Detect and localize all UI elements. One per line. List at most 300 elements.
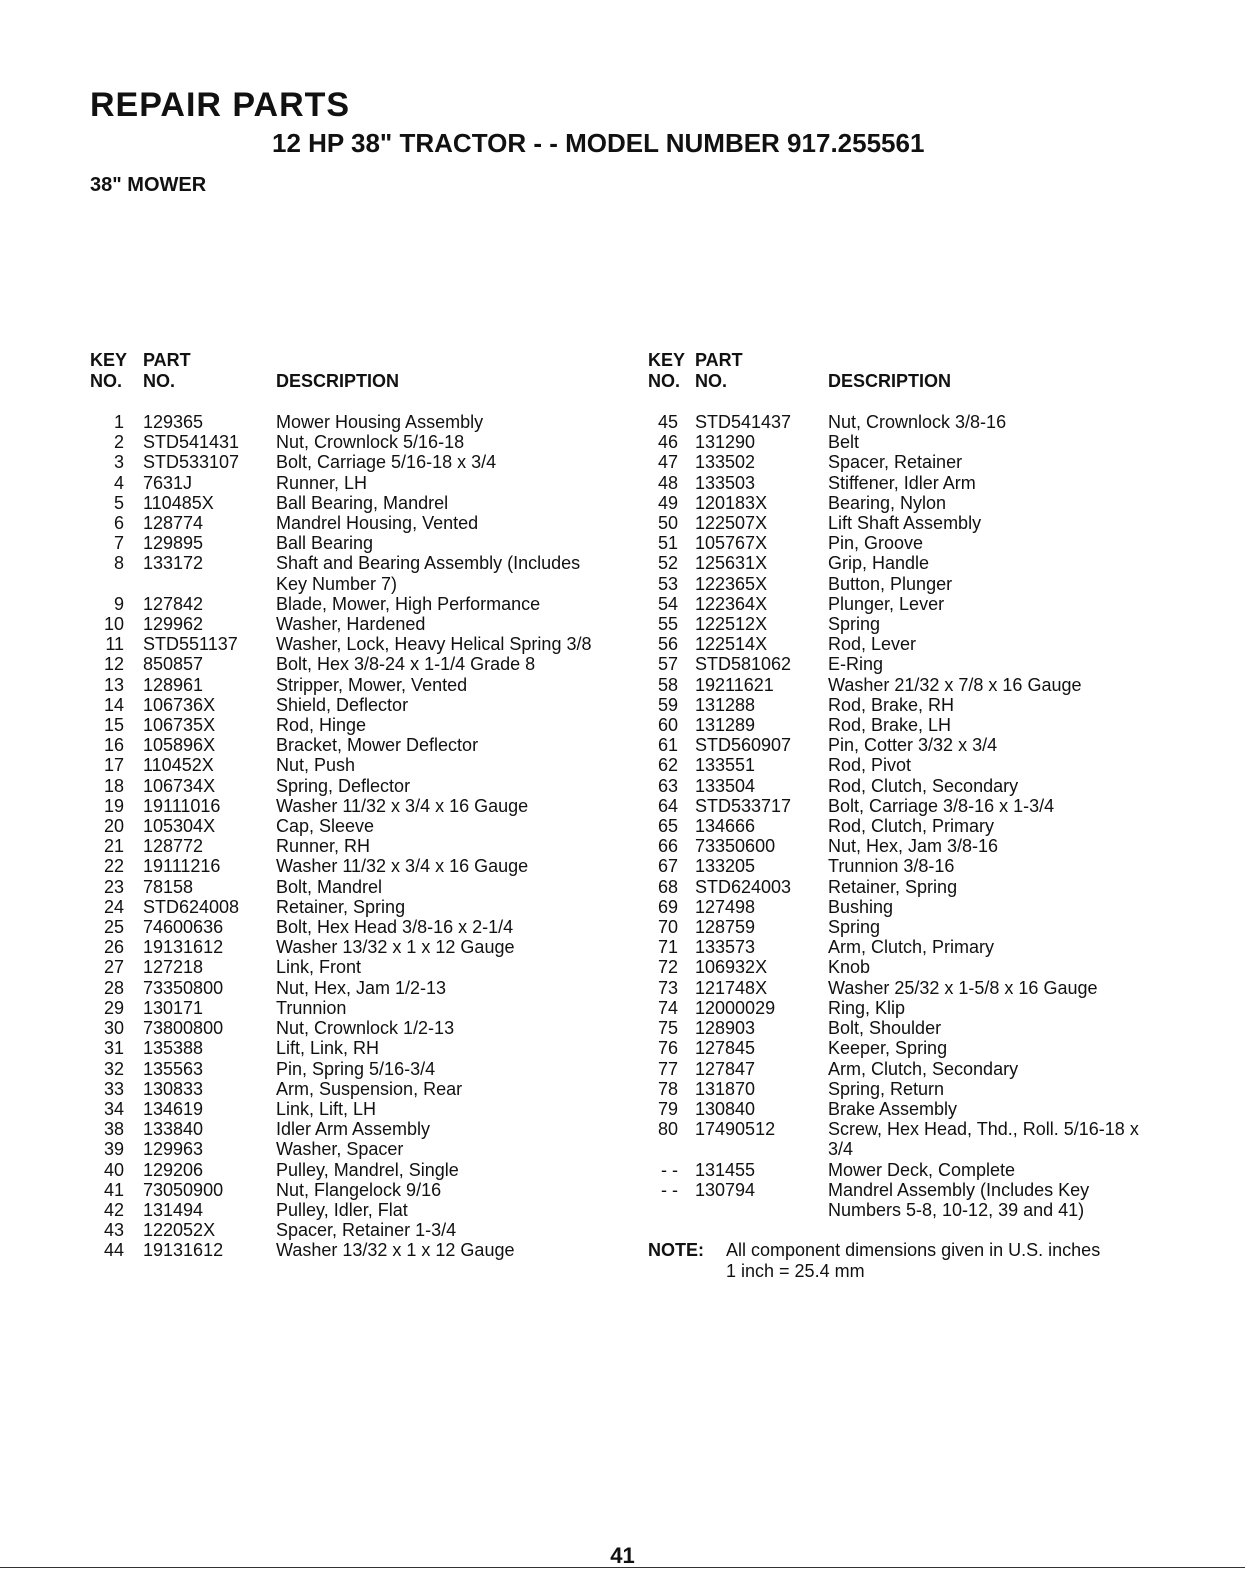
parts-row bbox=[90, 1200, 630, 1220]
part-number: 133502 bbox=[695, 452, 756, 473]
key-number: 44 bbox=[103, 1240, 124, 1261]
part-description: Screw, Hex Head, Thd., Roll. 5/16-18 x 3/4 bbox=[828, 1119, 1139, 1160]
part-number: 130171 bbox=[143, 997, 204, 1018]
part-description: Shaft and Bearing Assembly (Includes Key Number 7) bbox=[276, 553, 581, 594]
key-number: 55 bbox=[657, 614, 678, 635]
part-description: E-Ring bbox=[828, 654, 884, 675]
part-number: 129206 bbox=[143, 1159, 204, 1180]
part-description: Stripper, Mower, Vented bbox=[276, 674, 468, 695]
key-number: 45 bbox=[657, 412, 678, 432]
key-no-header-line2: NO. bbox=[90, 371, 123, 391]
part-number: 131870 bbox=[695, 1078, 756, 1099]
part-number: 7631J bbox=[143, 472, 193, 493]
part-description: Bolt, Shoulder bbox=[828, 1018, 942, 1039]
parts-row bbox=[90, 1079, 630, 1099]
part-description: Link, Front bbox=[276, 957, 362, 978]
part-description: Mower Deck, Complete bbox=[828, 1159, 1016, 1180]
part-description: Brake Assembly bbox=[828, 1098, 958, 1119]
part-number: 133551 bbox=[695, 755, 756, 776]
part-number: 19111216 bbox=[143, 856, 221, 877]
key-number: 75 bbox=[657, 1018, 678, 1039]
part-number: 135388 bbox=[143, 1038, 204, 1059]
parts-row bbox=[648, 978, 1148, 998]
key-number: 10 bbox=[103, 614, 124, 635]
parts-row bbox=[648, 533, 1148, 553]
parts-row bbox=[648, 473, 1148, 493]
column-header bbox=[648, 350, 1148, 394]
parts-row bbox=[648, 412, 1148, 432]
part-description: Bolt, Hex 3/8-24 x 1-1/4 Grade 8 bbox=[276, 654, 536, 675]
part-number: 133840 bbox=[143, 1119, 204, 1140]
part-number: 78158 bbox=[143, 876, 194, 897]
part-description: Rod, Brake, RH bbox=[828, 694, 955, 715]
part-description: Arm, Clutch, Primary bbox=[828, 937, 995, 958]
key-number: 38 bbox=[103, 1119, 124, 1140]
parts-row bbox=[648, 654, 1148, 674]
part-no-header-line2: NO. bbox=[143, 371, 176, 391]
part-description: Shield, Deflector bbox=[276, 694, 409, 715]
part-number: 128759 bbox=[695, 917, 756, 938]
parts-row bbox=[90, 1220, 630, 1240]
part-description: Arm, Clutch, Secondary bbox=[828, 1058, 1019, 1079]
parts-row bbox=[648, 755, 1148, 775]
key-number: 26 bbox=[103, 937, 124, 958]
part-number: 134666 bbox=[695, 816, 756, 837]
part-description: Lift Shaft Assembly bbox=[828, 513, 982, 534]
key-number: 34 bbox=[103, 1098, 124, 1119]
part-description: Runner, LH bbox=[276, 472, 368, 493]
parts-row bbox=[648, 836, 1148, 856]
key-number: - - bbox=[661, 1159, 678, 1180]
part-description: Washer, Hardened bbox=[276, 614, 426, 635]
part-number: STD533717 bbox=[695, 795, 792, 816]
parts-row bbox=[90, 1099, 630, 1119]
key-number: 1 bbox=[113, 412, 124, 432]
page-number: 41 bbox=[610, 1543, 635, 1568]
key-number: 54 bbox=[657, 593, 678, 614]
part-number: 130833 bbox=[143, 1078, 204, 1099]
key-number: 20 bbox=[103, 816, 124, 837]
part-number: STD533107 bbox=[143, 452, 240, 473]
key-no-header-line1: KEY bbox=[648, 350, 686, 370]
parts-row bbox=[90, 755, 630, 775]
part-number: 128903 bbox=[695, 1018, 756, 1039]
parts-row bbox=[90, 957, 630, 977]
key-number: 76 bbox=[657, 1038, 678, 1059]
key-number: 52 bbox=[657, 553, 678, 574]
parts-row bbox=[648, 1059, 1148, 1079]
part-number: 129962 bbox=[143, 614, 204, 635]
part-number: 73800800 bbox=[143, 1018, 224, 1039]
parts-row bbox=[648, 957, 1148, 977]
key-number: 78 bbox=[657, 1078, 678, 1099]
key-number: 14 bbox=[103, 694, 124, 715]
part-description: Ball Bearing bbox=[276, 533, 374, 554]
parts-row bbox=[90, 432, 630, 452]
key-number: 43 bbox=[103, 1220, 124, 1241]
key-number: 23 bbox=[103, 876, 124, 897]
parts-row bbox=[648, 998, 1148, 1018]
key-number: 7 bbox=[113, 533, 124, 554]
part-description: Washer 11/32 x 3/4 x 16 Gauge bbox=[276, 795, 529, 816]
part-number: 131455 bbox=[695, 1159, 756, 1180]
part-number: 74600636 bbox=[143, 917, 224, 938]
part-number: 128961 bbox=[143, 674, 204, 695]
part-number: 129365 bbox=[143, 412, 204, 432]
part-number: 129963 bbox=[143, 1139, 204, 1160]
part-description: Retainer, Spring bbox=[276, 896, 406, 917]
key-number: 29 bbox=[103, 997, 124, 1018]
parts-row bbox=[90, 1059, 630, 1079]
parts-row bbox=[90, 412, 630, 432]
parts-row bbox=[648, 432, 1148, 452]
parts-row bbox=[90, 1180, 630, 1200]
part-number: 19131612 bbox=[143, 937, 224, 958]
parts-row bbox=[90, 614, 630, 634]
part-number: 122365X bbox=[695, 573, 768, 594]
part-description: Rod, Clutch, Secondary bbox=[828, 775, 1019, 796]
key-number: 25 bbox=[103, 917, 124, 938]
key-number: 3 bbox=[113, 452, 124, 473]
parts-row bbox=[90, 937, 630, 957]
parts-list-left bbox=[90, 412, 630, 1261]
parts-row bbox=[648, 917, 1148, 937]
part-description: Ball Bearing, Mandrel bbox=[276, 492, 449, 513]
part-number: 122514X bbox=[695, 634, 768, 655]
part-description: Ring, Klip bbox=[828, 997, 906, 1018]
key-number: 65 bbox=[657, 816, 678, 837]
part-number: STD541437 bbox=[695, 412, 792, 432]
part-description: Mandrel Assembly (Includes Key Numbers 5-8, 10-12, 39 and 41) bbox=[828, 1179, 1090, 1220]
part-number: 106734X bbox=[143, 775, 216, 796]
parts-row bbox=[90, 776, 630, 796]
parts-row bbox=[90, 1139, 630, 1159]
part-number: 120183X bbox=[695, 492, 768, 513]
parts-row bbox=[648, 897, 1148, 917]
parts-row bbox=[648, 513, 1148, 533]
part-description: Keeper, Spring bbox=[828, 1038, 948, 1059]
part-description: Spring bbox=[828, 614, 881, 635]
part-number: STD624008 bbox=[143, 896, 240, 917]
part-number: 17490512 bbox=[695, 1119, 776, 1140]
part-description: Knob bbox=[828, 957, 871, 978]
part-description: Washer 13/32 x 1 x 12 Gauge bbox=[276, 1240, 515, 1261]
key-number: 8 bbox=[113, 553, 124, 574]
part-description: Mower Housing Assembly bbox=[276, 412, 484, 432]
part-description: Pin, Spring 5/16-3/4 bbox=[276, 1058, 436, 1079]
parts-row bbox=[648, 493, 1148, 513]
key-number: 48 bbox=[657, 472, 678, 493]
parts-row bbox=[90, 998, 630, 1018]
key-number: 9 bbox=[113, 593, 124, 614]
parts-row bbox=[90, 1240, 630, 1260]
key-number: 58 bbox=[657, 674, 678, 695]
part-description: Washer, Lock, Heavy Helical Spring 3/8 bbox=[276, 634, 592, 655]
part-number: 128772 bbox=[143, 836, 204, 857]
part-description: Cap, Sleeve bbox=[276, 816, 375, 837]
parts-row bbox=[90, 735, 630, 755]
key-number: 74 bbox=[657, 997, 678, 1018]
part-number: 105304X bbox=[143, 816, 216, 837]
key-no-header bbox=[648, 350, 685, 392]
key-number: 30 bbox=[103, 1018, 124, 1039]
parts-row bbox=[90, 1038, 630, 1058]
part-description: Lift, Link, RH bbox=[276, 1038, 380, 1059]
note-conversion: 1 inch = 25.4 mm bbox=[726, 1261, 865, 1282]
key-number: 61 bbox=[657, 735, 678, 756]
parts-row bbox=[648, 634, 1148, 654]
part-number: 127842 bbox=[143, 593, 204, 614]
part-description: Plunger, Lever bbox=[828, 593, 945, 614]
parts-row bbox=[90, 897, 630, 917]
part-no-header-line1: PART bbox=[695, 350, 743, 370]
part-description: Spacer, Retainer bbox=[828, 452, 963, 473]
key-number: 31 bbox=[103, 1038, 124, 1059]
part-number: 73050900 bbox=[143, 1179, 224, 1200]
key-number: 73 bbox=[657, 977, 678, 998]
key-number: 69 bbox=[657, 896, 678, 917]
part-number: 122364X bbox=[695, 593, 768, 614]
part-number: 12000029 bbox=[695, 997, 776, 1018]
dimensions-note bbox=[648, 1240, 1148, 1282]
key-number: 19 bbox=[103, 795, 124, 816]
key-number: 56 bbox=[657, 634, 678, 655]
key-number: 53 bbox=[657, 573, 678, 594]
parts-row bbox=[648, 856, 1148, 876]
part-number: 131290 bbox=[695, 432, 756, 453]
key-number: 39 bbox=[103, 1139, 124, 1160]
parts-row bbox=[90, 634, 630, 654]
part-description: Stiffener, Idler Arm bbox=[828, 472, 976, 493]
parts-row bbox=[648, 1018, 1148, 1038]
part-description: Spring, Deflector bbox=[276, 775, 411, 796]
key-number: 62 bbox=[657, 755, 678, 776]
part-number: 133504 bbox=[695, 775, 756, 796]
key-number: 51 bbox=[657, 533, 678, 554]
key-no-header-line1: KEY bbox=[90, 350, 128, 370]
parts-row bbox=[90, 533, 630, 553]
parts-row bbox=[648, 1099, 1148, 1119]
key-number: 33 bbox=[103, 1078, 124, 1099]
parts-row bbox=[90, 917, 630, 937]
part-description: Trunnion 3/8-16 bbox=[828, 856, 955, 877]
parts-row bbox=[90, 816, 630, 836]
key-number: 66 bbox=[657, 836, 678, 857]
parts-row bbox=[90, 675, 630, 695]
part-description: Nut, Crownlock 3/8-16 bbox=[828, 412, 1007, 432]
parts-row bbox=[648, 553, 1148, 573]
key-number: 70 bbox=[657, 917, 678, 938]
part-number: 125631X bbox=[695, 553, 768, 574]
parts-column-right bbox=[648, 350, 1148, 1282]
key-number: 49 bbox=[657, 492, 678, 513]
parts-row bbox=[648, 695, 1148, 715]
key-number: 11 bbox=[105, 634, 124, 655]
description-header: DESCRIPTION bbox=[828, 371, 952, 391]
part-description: Nut, Crownlock 1/2-13 bbox=[276, 1018, 455, 1039]
part-description: Idler Arm Assembly bbox=[276, 1119, 431, 1140]
key-number: 16 bbox=[103, 735, 124, 756]
part-description: Pulley, Mandrel, Single bbox=[276, 1159, 459, 1180]
key-number: 64 bbox=[657, 795, 678, 816]
key-number: 4 bbox=[113, 472, 124, 493]
part-description: Washer 13/32 x 1 x 12 Gauge bbox=[276, 937, 515, 958]
part-description: Washer 21/32 x 7/8 x 16 Gauge bbox=[828, 674, 1082, 695]
parts-row bbox=[648, 877, 1148, 897]
part-description: Nut, Flangelock 9/16 bbox=[276, 1179, 442, 1200]
part-number: 106932X bbox=[695, 957, 768, 978]
key-number: 6 bbox=[113, 513, 124, 534]
parts-row bbox=[648, 715, 1148, 735]
parts-row bbox=[90, 452, 630, 472]
part-description: Trunnion bbox=[276, 997, 347, 1018]
parts-row bbox=[90, 473, 630, 493]
part-number: 130840 bbox=[695, 1098, 756, 1119]
part-number: 106735X bbox=[143, 715, 216, 736]
part-description: Spacer, Retainer 1-3/4 bbox=[276, 1220, 457, 1241]
key-number: 46 bbox=[657, 432, 678, 453]
parts-row bbox=[648, 1079, 1148, 1099]
part-number: 122512X bbox=[695, 614, 768, 635]
key-number: 18 bbox=[103, 775, 124, 796]
part-number: 127845 bbox=[695, 1038, 756, 1059]
parts-row bbox=[648, 574, 1148, 594]
part-description: Rod, Brake, LH bbox=[828, 715, 952, 736]
bottom-rule bbox=[0, 1567, 1245, 1568]
part-description: Spring bbox=[828, 917, 881, 938]
part-number: 19131612 bbox=[143, 1240, 224, 1261]
part-description: Retainer, Spring bbox=[828, 876, 958, 897]
key-number: 77 bbox=[657, 1058, 678, 1079]
key-number: 72 bbox=[657, 957, 678, 978]
parts-row bbox=[90, 1018, 630, 1038]
part-number: 105767X bbox=[695, 533, 768, 554]
part-number: STD624003 bbox=[695, 876, 792, 897]
parts-row bbox=[648, 796, 1148, 816]
part-description: Pin, Groove bbox=[828, 533, 924, 554]
key-number: 24 bbox=[103, 896, 124, 917]
key-number: 47 bbox=[657, 452, 678, 473]
part-description: Washer 25/32 x 1-5/8 x 16 Gauge bbox=[828, 977, 1098, 998]
part-description: Nut, Hex, Jam 1/2-13 bbox=[276, 977, 447, 998]
key-number: 32 bbox=[103, 1058, 124, 1079]
parts-row bbox=[648, 1160, 1148, 1180]
part-description: Bolt, Carriage 5/16-18 x 3/4 bbox=[276, 452, 497, 473]
key-number: 42 bbox=[103, 1199, 124, 1220]
part-number: 127498 bbox=[695, 896, 756, 917]
part-description: Runner, RH bbox=[276, 836, 371, 857]
part-description: Bearing, Nylon bbox=[828, 492, 947, 513]
parts-row bbox=[90, 654, 630, 674]
key-number: 67 bbox=[657, 856, 678, 877]
part-number: 131289 bbox=[695, 715, 756, 736]
part-number: STD541431 bbox=[143, 432, 240, 453]
parts-row bbox=[648, 776, 1148, 796]
part-number: 110485X bbox=[143, 492, 214, 513]
parts-row bbox=[90, 1160, 630, 1180]
note-label: NOTE: bbox=[648, 1240, 704, 1261]
part-number: 105896X bbox=[143, 735, 216, 756]
parts-row bbox=[648, 594, 1148, 614]
parts-row bbox=[648, 675, 1148, 695]
part-description: Washer 11/32 x 3/4 x 16 Gauge bbox=[276, 856, 529, 877]
part-description: Button, Plunger bbox=[828, 573, 953, 594]
key-number: 15 bbox=[103, 715, 124, 736]
parts-row bbox=[648, 1119, 1148, 1159]
part-description: Pulley, Idler, Flat bbox=[276, 1199, 408, 1220]
part-description: Belt bbox=[828, 432, 860, 453]
part-number: 133573 bbox=[695, 937, 756, 958]
part-number: STD551137 bbox=[143, 634, 238, 655]
part-number: 850857 bbox=[143, 654, 204, 675]
parts-row bbox=[90, 553, 630, 593]
parts-row bbox=[90, 513, 630, 533]
key-number: 50 bbox=[657, 513, 678, 534]
key-number: 21 bbox=[103, 836, 124, 857]
part-no-header-line2: NO. bbox=[695, 371, 728, 391]
part-description: Arm, Suspension, Rear bbox=[276, 1078, 463, 1099]
part-number: 134619 bbox=[143, 1098, 204, 1119]
parts-row bbox=[90, 796, 630, 816]
part-number: 133205 bbox=[695, 856, 756, 877]
parts-row bbox=[90, 1119, 630, 1139]
key-number: 80 bbox=[657, 1119, 678, 1140]
part-number: 127847 bbox=[695, 1058, 756, 1079]
part-number: 131288 bbox=[695, 694, 756, 715]
part-no-header bbox=[695, 350, 743, 392]
key-number: 17 bbox=[103, 755, 124, 776]
key-number: 79 bbox=[657, 1098, 678, 1119]
part-description: Rod, Pivot bbox=[828, 755, 912, 776]
parts-row bbox=[648, 452, 1148, 472]
part-description: Rod, Lever bbox=[828, 634, 917, 655]
note-text: All component dimensions given in U.S. inches bbox=[726, 1240, 1101, 1261]
part-number: 19211621 bbox=[695, 674, 774, 695]
part-description: Grip, Handle bbox=[828, 553, 930, 574]
key-number: 5 bbox=[113, 492, 124, 513]
parts-row bbox=[648, 816, 1148, 836]
key-number: 60 bbox=[657, 715, 678, 736]
key-number: 59 bbox=[657, 694, 678, 715]
part-description: Link, Lift, LH bbox=[276, 1098, 377, 1119]
part-number: 130794 bbox=[695, 1179, 756, 1200]
part-description: Bushing bbox=[828, 896, 894, 917]
part-description: Bolt, Mandrel bbox=[276, 876, 383, 897]
part-number: 131494 bbox=[143, 1199, 204, 1220]
key-no-header-line2: NO. bbox=[648, 371, 681, 391]
key-number: 40 bbox=[103, 1159, 124, 1180]
part-description: Spring, Return bbox=[828, 1078, 945, 1099]
part-number: STD560907 bbox=[695, 735, 792, 756]
parts-row bbox=[90, 594, 630, 614]
part-description: Nut, Crownlock 5/16-18 bbox=[276, 432, 465, 453]
column-header bbox=[90, 350, 630, 394]
part-number: 127218 bbox=[143, 957, 204, 978]
key-number: 22 bbox=[103, 856, 124, 877]
page-title: REPAIR PARTS bbox=[90, 86, 351, 124]
parts-column-left bbox=[90, 350, 630, 1261]
key-no-header bbox=[90, 350, 127, 392]
part-number: 133503 bbox=[695, 472, 756, 493]
parts-row bbox=[90, 715, 630, 735]
part-description: Nut, Hex, Jam 3/8-16 bbox=[828, 836, 999, 857]
part-description: Washer, Spacer bbox=[276, 1139, 404, 1160]
parts-row bbox=[90, 493, 630, 513]
part-number: 128774 bbox=[143, 513, 204, 534]
part-number: 129895 bbox=[143, 533, 204, 554]
description-header: DESCRIPTION bbox=[276, 371, 400, 391]
part-description: Blade, Mower, High Performance bbox=[276, 593, 541, 614]
